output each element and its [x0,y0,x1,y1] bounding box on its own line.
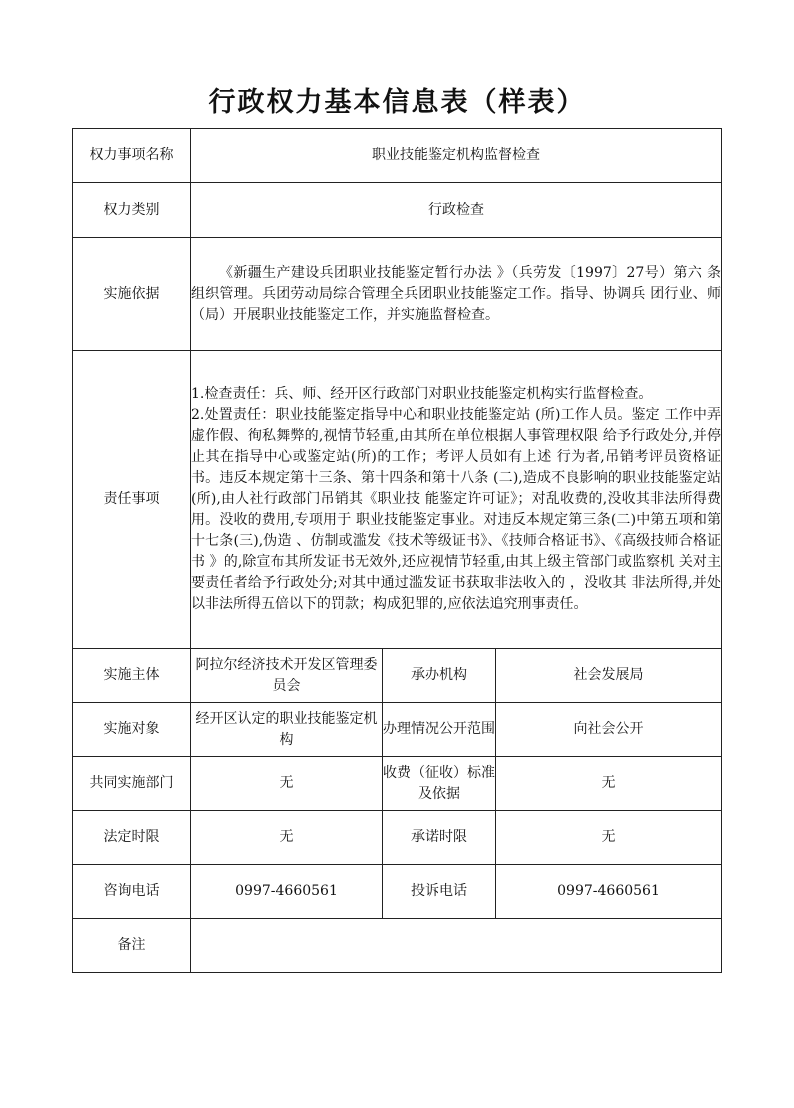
label-joint: 共同实施部门 [73,757,191,811]
value-basis: 《新疆生产建设兵团职业技能鉴定暂行办法 》（兵劳发〔1997〕27号）第六 条组织管理。兵团劳动局综合管理全兵团职业技能鉴定工作。指导、协调兵 团行业、师（局）开展职业技能鉴定工作，并实施监督检查。 [191,264,722,323]
value-complaint-phone: 0997-4660561 [496,865,722,919]
page-title: 行政权力基本信息表（样表） [208,87,586,118]
label-remark: 备注 [73,919,191,973]
label-target: 实施对象 [73,703,191,757]
value-disclosure: 向社会公开 [496,703,722,757]
row-joint [73,757,722,811]
value-remark [191,919,722,973]
responsibility-item-1: 1.检查责任：兵、师、经开区行政部门对职业技能鉴定机构实行监督检查。 [191,386,653,402]
label-complaint-phone: 投诉电话 [383,865,496,919]
row-time [73,811,722,865]
value-joint: 无 [191,757,383,811]
row-name [73,129,722,183]
label-name: 权力事项名称 [73,129,191,183]
row-responsibility [73,351,722,649]
value-agency: 社会发展局 [496,649,722,703]
label-subject: 实施主体 [73,649,191,703]
value-subject: 阿拉尔经济技术开发区管理委员会 [191,649,383,703]
label-agency: 承办机构 [383,649,496,703]
row-basis [73,238,722,351]
label-disclosure: 办理情况公开范围 [383,703,496,757]
value-fee: 无 [496,757,722,811]
value-promise-time: 无 [496,811,722,865]
value-target: 经开区认定的职业技能鉴定机构 [191,703,383,757]
row-target [73,703,722,757]
label-fee: 收费（征收）标准及依据 [383,757,496,811]
row-category [73,183,722,238]
label-legal-time: 法定时限 [73,811,191,865]
label-responsibility: 责任事项 [73,351,191,649]
info-table [72,128,722,973]
row-phone [73,865,722,919]
label-category: 权力类别 [73,183,191,238]
label-promise-time: 承诺时限 [383,811,496,865]
value-legal-time: 无 [191,811,383,865]
value-consult-phone: 0997-4660561 [191,865,383,919]
row-remark [73,919,722,973]
value-category: 行政检查 [191,183,722,238]
row-subject [73,649,722,703]
label-consult-phone: 咨询电话 [73,865,191,919]
label-basis: 实施依据 [73,238,191,351]
responsibility-item-2: 2.处置责任：职业技能鉴定指导中心和职业技能鉴定站 (所)工作人员。鉴定 工作中弄虚作假、徇私舞弊的,视情节轻重,由其所在单位根据人事管理权限 给予行政处分,并停止其在指导中心或鉴定站(所)的工作；考评人员如有上述 行为者,吊销考评员资格证书。违反本规定第十三条、第十四条和第十八条 (二),造成不良影响的职业技能鉴定站(所),由人社行政部门吊销其《职业技 能鉴定许可证》；对乱收费的,没收其非法所得费用。没收的费用,专项用于 职业技能鉴定事业。对违反本规定第三条(二)中第五项和第十七条(三),伪造 、仿制或滥发《技术等级证书》、《技师合格证书》、《高级技师合格证书 》的,除宣布其所发证书无效外,还应视情节轻重,由其上级主管部门或监察机 关对主要责任者给予行政处分;对其中通过滥发证书获取非法收入的 ，没收其 非法所得,并处以非法所得五倍以下的罚款；构成犯罪的,应依法追究刑事责任。 [191,407,722,612]
value-name: 职业技能鉴定机构监督检查 [191,129,722,183]
